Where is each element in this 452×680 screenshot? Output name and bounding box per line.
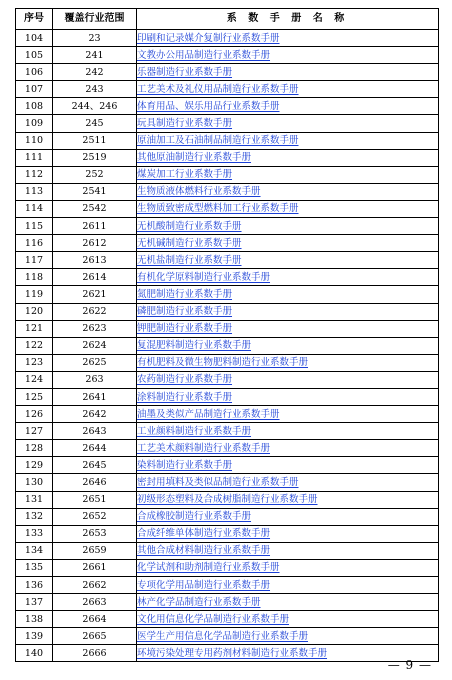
row-seq: 136: [16, 577, 53, 594]
table-row: [16, 166, 439, 183]
table-row: [16, 286, 439, 303]
row-industry-range: 2621: [53, 286, 137, 303]
row-seq: 129: [16, 457, 53, 474]
row-seq: 111: [16, 149, 53, 166]
row-seq: 116: [16, 235, 53, 252]
handbook-link[interactable]: 无机碱制造行业系数手册: [137, 237, 242, 249]
row-handbook-name-cell: [137, 354, 439, 371]
table-row: [16, 611, 439, 628]
row-seq: 106: [16, 64, 53, 81]
row-industry-range: 2612: [53, 235, 137, 252]
row-seq: 127: [16, 423, 53, 440]
row-industry-range: 2625: [53, 354, 137, 371]
row-seq: 122: [16, 337, 53, 354]
row-seq: 112: [16, 166, 53, 183]
row-handbook-name-cell: [137, 98, 439, 115]
handbook-link[interactable]: 林产化学品制造行业系数手册: [137, 596, 261, 608]
table-row: [16, 406, 439, 423]
handbook-link[interactable]: 磷肥制造行业系数手册: [137, 306, 233, 318]
handbook-link[interactable]: 化学试剂和助剂制造行业系数手册: [137, 562, 280, 574]
handbook-link[interactable]: 工艺美术颜料制造行业系数手册: [137, 442, 271, 454]
row-industry-range: 2613: [53, 252, 137, 269]
table-row: [16, 200, 439, 217]
page-number: — 9 —: [387, 658, 432, 672]
row-handbook-name-cell: [137, 525, 439, 542]
row-industry-range: 2652: [53, 508, 137, 525]
row-industry-range: 2622: [53, 303, 137, 320]
row-handbook-name-cell: [137, 183, 439, 200]
table-row: [16, 525, 439, 542]
handbook-link[interactable]: 无机酸制造行业系数手册: [137, 220, 242, 232]
handbook-link[interactable]: 有机化学原料制造行业系数手册: [137, 271, 271, 283]
handbook-link[interactable]: 初级形态塑料及合成树脂制造行业系数手册: [137, 494, 318, 506]
row-seq: 137: [16, 594, 53, 611]
handbook-link[interactable]: 生物质液体燃料行业系数手册: [137, 186, 261, 198]
table-row: [16, 423, 439, 440]
handbook-link[interactable]: 专项化学用品制造行业系数手册: [137, 579, 271, 591]
handbook-link[interactable]: 原油加工及石油制品制造行业系数手册: [137, 135, 299, 147]
row-seq: 140: [16, 645, 53, 662]
table-body: [16, 30, 439, 662]
row-handbook-name-cell: [137, 149, 439, 166]
row-handbook-name-cell: [137, 440, 439, 457]
row-handbook-name-cell: [137, 371, 439, 388]
table-row: [16, 81, 439, 98]
handbook-link[interactable]: 医学生产用信息化学品制造行业系数手册: [137, 630, 309, 642]
row-handbook-name-cell: [137, 64, 439, 81]
row-handbook-name-cell: [137, 508, 439, 525]
table-row: [16, 508, 439, 525]
row-seq: 120: [16, 303, 53, 320]
row-seq: 131: [16, 491, 53, 508]
row-handbook-name-cell: [137, 115, 439, 132]
row-industry-range: 2663: [53, 594, 137, 611]
row-seq: 108: [16, 98, 53, 115]
row-industry-range: 242: [53, 64, 137, 81]
row-seq: 109: [16, 115, 53, 132]
row-industry-range: 2623: [53, 320, 137, 337]
table-header-row: [16, 9, 439, 30]
row-handbook-name-cell: [137, 388, 439, 405]
table-row: [16, 183, 439, 200]
row-handbook-name-cell: [137, 303, 439, 320]
handbook-link[interactable]: 煤炭加工行业系数手册: [137, 169, 233, 181]
table-row: [16, 320, 439, 337]
row-seq: 110: [16, 132, 53, 149]
row-handbook-name-cell: [137, 218, 439, 235]
row-handbook-name-cell: [137, 611, 439, 628]
table-row: [16, 440, 439, 457]
row-industry-range: 23: [53, 30, 137, 47]
row-industry-range: 2645: [53, 457, 137, 474]
table-row: [16, 491, 439, 508]
row-seq: 125: [16, 388, 53, 405]
row-industry-range: 2541: [53, 183, 137, 200]
row-handbook-name-cell: [137, 81, 439, 98]
handbook-link[interactable]: 文化用信息化学品制造行业系数手册: [137, 613, 290, 625]
handbook-link[interactable]: 涂料制造行业系数手册: [137, 391, 233, 403]
row-handbook-name-cell: [137, 491, 439, 508]
row-handbook-name-cell: [137, 252, 439, 269]
row-industry-range: 263: [53, 371, 137, 388]
handbook-link[interactable]: 密封用填料及类似品制造行业系数手册: [137, 476, 299, 488]
handbook-link[interactable]: 有机肥料及微生物肥料制造行业系数手册: [137, 357, 309, 369]
row-industry-range: 2651: [53, 491, 137, 508]
table-row: [16, 388, 439, 405]
table-row: [16, 149, 439, 166]
row-seq: 138: [16, 611, 53, 628]
row-handbook-name-cell: [137, 337, 439, 354]
row-handbook-name-cell: [137, 406, 439, 423]
row-seq: 128: [16, 440, 53, 457]
table-row: [16, 235, 439, 252]
row-industry-range: 2624: [53, 337, 137, 354]
handbook-link[interactable]: 氮肥制造行业系数手册: [137, 288, 233, 300]
row-industry-range: 2666: [53, 645, 137, 662]
row-industry-range: 2653: [53, 525, 137, 542]
row-seq: 133: [16, 525, 53, 542]
row-seq: 114: [16, 200, 53, 217]
row-handbook-name-cell: [137, 628, 439, 645]
row-handbook-name-cell: [137, 423, 439, 440]
table-row: [16, 474, 439, 491]
table-row: [16, 30, 439, 47]
table-row: [16, 542, 439, 559]
row-seq: 134: [16, 542, 53, 559]
row-handbook-name-cell: [137, 457, 439, 474]
row-seq: 130: [16, 474, 53, 491]
table-row: [16, 269, 439, 286]
row-seq: 104: [16, 30, 53, 47]
table-row: [16, 115, 439, 132]
row-industry-range: 2511: [53, 132, 137, 149]
row-seq: 107: [16, 81, 53, 98]
row-industry-range: 244、246: [53, 98, 137, 115]
row-seq: 132: [16, 508, 53, 525]
table-row: [16, 577, 439, 594]
header-seq: 序号: [16, 9, 53, 30]
handbook-link[interactable]: 工业颜料制造行业系数手册: [137, 425, 252, 437]
row-industry-range: 2641: [53, 388, 137, 405]
handbook-link[interactable]: 其他合成材料制造行业系数手册: [137, 545, 271, 557]
row-handbook-name-cell: [137, 166, 439, 183]
row-industry-range: 2642: [53, 406, 137, 423]
row-industry-range: 2519: [53, 149, 137, 166]
header-handbook-name: 系 数 手 册 名 称: [137, 9, 439, 30]
table-row: [16, 218, 439, 235]
handbook-link[interactable]: 复混肥料制造行业系数手册: [137, 340, 252, 352]
row-seq: 124: [16, 371, 53, 388]
row-seq: 123: [16, 354, 53, 371]
row-industry-range: 2659: [53, 542, 137, 559]
row-handbook-name-cell: [137, 47, 439, 64]
row-handbook-name-cell: [137, 269, 439, 286]
row-handbook-name-cell: [137, 200, 439, 217]
row-industry-range: 2646: [53, 474, 137, 491]
table-row: [16, 64, 439, 81]
handbook-link[interactable]: 农药制造行业系数手册: [137, 374, 233, 386]
handbook-link[interactable]: 其他原油制造行业系数手册: [137, 152, 252, 164]
table-row: [16, 98, 439, 115]
row-industry-range: 241: [53, 47, 137, 64]
table-row: [16, 132, 439, 149]
row-industry-range: 252: [53, 166, 137, 183]
handbook-link[interactable]: 油墨及类似产品制造行业系数手册: [137, 408, 280, 420]
handbook-link[interactable]: 环境污染处理专用药剂材料制造行业系数手册: [137, 647, 328, 659]
row-seq: 117: [16, 252, 53, 269]
table-row: [16, 645, 439, 662]
row-handbook-name-cell: [137, 542, 439, 559]
row-industry-range: 2644: [53, 440, 137, 457]
row-seq: 119: [16, 286, 53, 303]
row-industry-range: 245: [53, 115, 137, 132]
row-seq: 113: [16, 183, 53, 200]
row-industry-range: 2664: [53, 611, 137, 628]
row-industry-range: 243: [53, 81, 137, 98]
handbook-catalog-table: [15, 8, 439, 662]
row-industry-range: 2643: [53, 423, 137, 440]
row-seq: 105: [16, 47, 53, 64]
handbook-link[interactable]: 无机盐制造行业系数手册: [137, 254, 242, 266]
handbook-link[interactable]: 工艺美术及礼仪用品制造行业系数手册: [137, 83, 299, 95]
handbook-link[interactable]: 体育用品、娱乐用品行业系数手册: [137, 100, 280, 112]
table-row: [16, 371, 439, 388]
row-handbook-name-cell: [137, 30, 439, 47]
header-industry-range: 覆盖行业范围: [53, 9, 137, 30]
row-industry-range: 2542: [53, 200, 137, 217]
row-handbook-name-cell: [137, 235, 439, 252]
table-row: [16, 594, 439, 611]
handbook-link[interactable]: 合成纤维单体制造行业系数手册: [137, 528, 271, 540]
row-industry-range: 2665: [53, 628, 137, 645]
handbook-link[interactable]: 印刷和记录媒介复制行业系数手册: [137, 32, 280, 44]
row-handbook-name-cell: [137, 320, 439, 337]
table-row: [16, 559, 439, 576]
row-handbook-name-cell: [137, 559, 439, 576]
row-handbook-name-cell: [137, 474, 439, 491]
row-seq: 135: [16, 559, 53, 576]
handbook-link[interactable]: 合成橡胶制造行业系数手册: [137, 511, 252, 523]
row-industry-range: 2661: [53, 559, 137, 576]
table-row: [16, 457, 439, 474]
table-row: [16, 354, 439, 371]
handbook-link[interactable]: 生物质致密成型燃料加工行业系数手册: [137, 203, 299, 215]
row-industry-range: 2662: [53, 577, 137, 594]
row-handbook-name-cell: [137, 577, 439, 594]
table-row: [16, 337, 439, 354]
row-handbook-name-cell: [137, 132, 439, 149]
row-handbook-name-cell: [137, 594, 439, 611]
row-industry-range: 2611: [53, 218, 137, 235]
row-handbook-name-cell: [137, 286, 439, 303]
handbook-link[interactable]: 乐器制造行业系数手册: [137, 66, 233, 78]
row-seq: 126: [16, 406, 53, 423]
row-seq: 121: [16, 320, 53, 337]
row-industry-range: 2614: [53, 269, 137, 286]
table-row: [16, 47, 439, 64]
handbook-link[interactable]: 文教办公用品制造行业系数手册: [137, 49, 271, 61]
handbook-link[interactable]: 钾肥制造行业系数手册: [137, 323, 233, 335]
table-row: [16, 303, 439, 320]
row-seq: 139: [16, 628, 53, 645]
row-seq: 115: [16, 218, 53, 235]
handbook-link[interactable]: 染料制造行业系数手册: [137, 459, 233, 471]
table-row: [16, 252, 439, 269]
table-row: [16, 628, 439, 645]
row-seq: 118: [16, 269, 53, 286]
handbook-link[interactable]: 玩具制造行业系数手册: [137, 118, 233, 130]
